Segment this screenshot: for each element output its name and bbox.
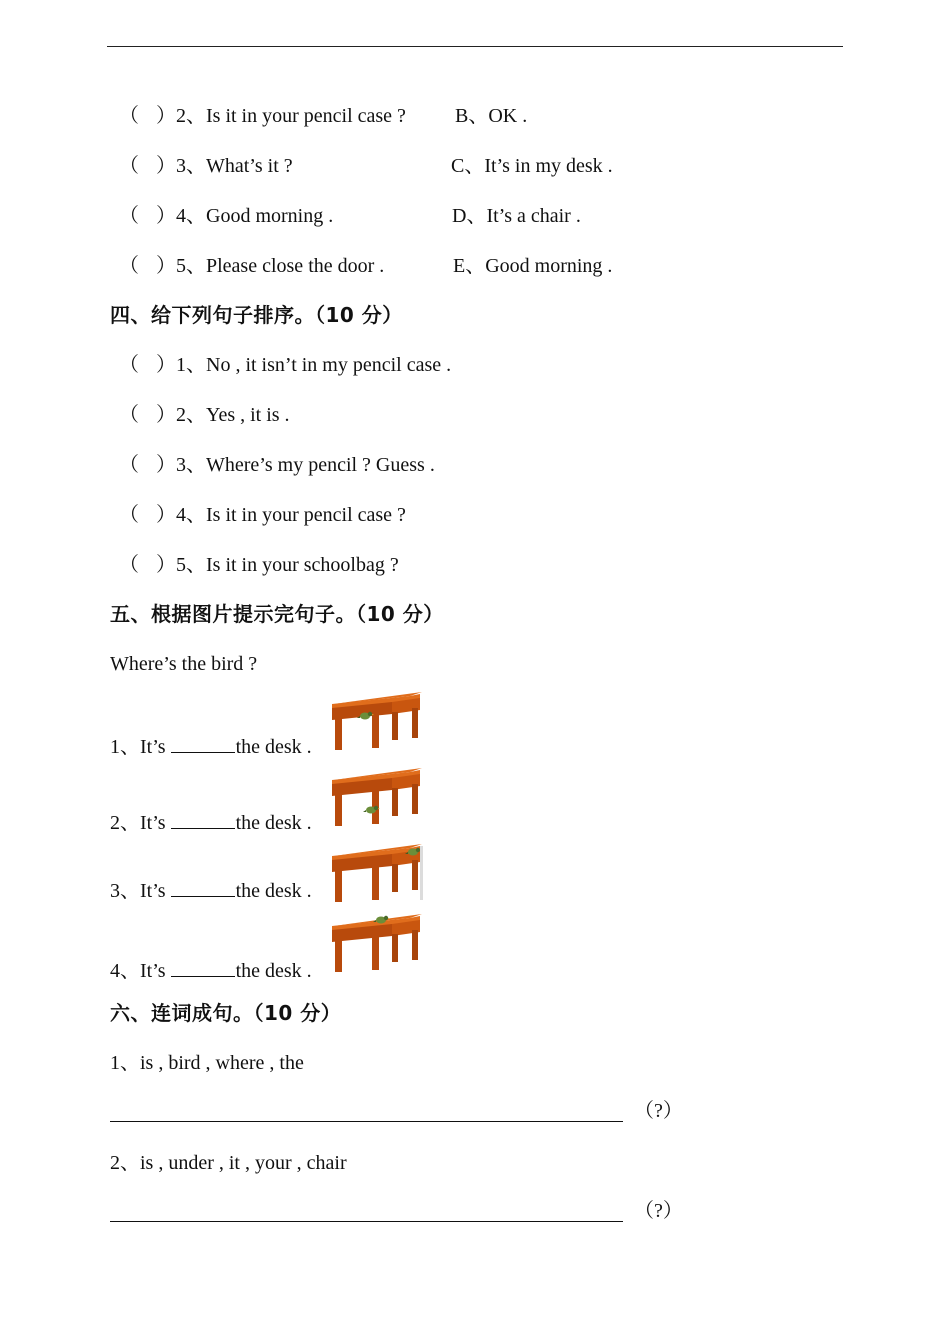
header-rule <box>107 46 843 47</box>
desk-leg <box>412 860 418 890</box>
answer-paren-close: ） <box>156 155 176 177</box>
sentence-suffix: the desk . <box>235 736 312 758</box>
side-post <box>420 846 423 900</box>
fill-sentence: 3、It’s the desk . <box>110 880 312 902</box>
answer-paren-open: （ <box>119 205 139 227</box>
answer-paren-open: （ <box>119 255 139 277</box>
fill-blank[interactable] <box>171 734 235 753</box>
section-5-question: Where’s the bird ? <box>110 653 258 675</box>
item-number: 1 <box>110 736 120 758</box>
item-number: 2 <box>110 812 120 834</box>
word-order-prompt: 1、is , bird , where , the <box>110 1052 304 1074</box>
matching-question: 5、Please close the door . <box>176 255 385 277</box>
answer-paren-open: （ <box>119 554 139 576</box>
sentence-number: 3 <box>176 454 186 476</box>
ordering-sentence: 2、Yes , it is . <box>176 404 290 426</box>
answer-paren-close: ） <box>156 454 176 476</box>
answer-line[interactable] <box>110 1221 623 1222</box>
answer-paren-close: ） <box>156 554 176 576</box>
fill-blank[interactable] <box>171 878 235 897</box>
answer-paren-open: （ <box>119 454 139 476</box>
matching-option: D、It’s a chair . <box>452 205 581 227</box>
desk-leg <box>372 714 379 748</box>
sentence-prefix: It’s <box>140 960 166 982</box>
answer-paren-close: ） <box>156 354 176 376</box>
sentence-prefix: It’s <box>140 736 166 758</box>
sentence-number: 1 <box>176 354 186 376</box>
section-6-heading: 六、连词成句。（10 分） <box>110 1001 342 1025</box>
item-number: 3 <box>110 880 120 902</box>
ordering-sentence: 1、No , it isn’t in my pencil case . <box>176 354 452 376</box>
sentence-prefix: It’s <box>140 880 166 902</box>
desk-picture <box>330 842 426 913</box>
answer-blank[interactable] <box>140 204 154 228</box>
desk-icon <box>330 690 426 756</box>
answer-blank[interactable] <box>140 403 154 427</box>
answer-blank[interactable] <box>140 453 154 477</box>
desk-leg <box>372 866 379 900</box>
answer-paren-close: ） <box>156 404 176 426</box>
desk-icon <box>330 912 426 978</box>
desk-icon <box>330 766 426 832</box>
answer-paren-close: ） <box>156 105 176 127</box>
section-4-heading: 四、给下列句子排序。（10 分） <box>110 303 403 327</box>
desk-leg <box>392 934 398 962</box>
answer-blank[interactable] <box>140 553 154 577</box>
ordering-sentence: 4、Is it in your pencil case ? <box>176 504 406 526</box>
sentence-number: 5 <box>176 554 186 576</box>
question-text: Please close the door . <box>206 255 385 277</box>
word-order-prompt: 2、is , under , it , your , chair <box>110 1152 347 1174</box>
desk-leg <box>412 930 418 960</box>
desk-leg <box>335 794 342 826</box>
answer-paren-open: （ <box>119 404 139 426</box>
answer-paren-open: （ <box>119 105 139 127</box>
sentence-suffix: the desk . <box>235 880 312 902</box>
answer-blank[interactable] <box>140 254 154 278</box>
sentence-number: 4 <box>176 504 186 526</box>
answer-blank[interactable] <box>140 104 154 128</box>
answer-blank[interactable] <box>140 154 154 178</box>
desk-leg <box>392 788 398 816</box>
fill-sentence: 1、It’s the desk . <box>110 736 312 758</box>
ordering-sentence: 5、Is it in your schoolbag ? <box>176 554 399 576</box>
desk-leg <box>335 718 342 750</box>
sentence-text: Yes , it is . <box>206 404 290 426</box>
end-mark: （?） <box>634 1100 683 1122</box>
desk-leg <box>335 870 342 902</box>
sentence-suffix: the desk . <box>235 960 312 982</box>
question-number: 4 <box>176 205 186 227</box>
sentence-text: No , it isn’t in my pencil case . <box>206 354 452 376</box>
answer-paren-open: （ <box>119 155 139 177</box>
item-number: 1 <box>110 1052 120 1074</box>
item-number: 2 <box>110 1152 120 1174</box>
question-number: 5 <box>176 255 186 277</box>
sentence-prefix: It’s <box>140 812 166 834</box>
matching-option: E、Good morning . <box>453 255 613 277</box>
desk-picture <box>330 912 426 983</box>
section-5-heading: 五、根据图片提示完句子。（10 分） <box>110 602 444 626</box>
question-text: What’s it ? <box>206 155 293 177</box>
sentence-suffix: the desk . <box>235 812 312 834</box>
end-mark: （?） <box>634 1200 683 1222</box>
desk-leg <box>372 936 379 970</box>
matching-question: 4、Good morning . <box>176 205 334 227</box>
answer-blank[interactable] <box>140 503 154 527</box>
answer-paren-close: ） <box>156 255 176 277</box>
fill-sentence: 4、It’s the desk . <box>110 960 312 982</box>
sentence-number: 2 <box>176 404 186 426</box>
answer-paren-close: ） <box>156 205 176 227</box>
scrambled-words: is , bird , where , the <box>140 1052 304 1074</box>
fill-blank[interactable] <box>171 958 235 977</box>
answer-paren-open: （ <box>119 354 139 376</box>
answer-paren-close: ） <box>156 504 176 526</box>
question-text: Is it in your pencil case ? <box>206 105 406 127</box>
desk-leg <box>412 708 418 738</box>
question-number: 3 <box>176 155 186 177</box>
desk-leg <box>392 712 398 740</box>
sentence-text: Is it in your pencil case ? <box>206 504 406 526</box>
fill-blank[interactable] <box>171 810 235 829</box>
matching-question: 2、Is it in your pencil case ? <box>176 105 406 127</box>
question-text: Good morning . <box>206 205 334 227</box>
item-number: 4 <box>110 960 120 982</box>
answer-blank[interactable] <box>140 353 154 377</box>
desk-picture <box>330 766 426 837</box>
question-number: 2 <box>176 105 186 127</box>
answer-line[interactable] <box>110 1121 623 1122</box>
sentence-text: Where’s my pencil ? Guess . <box>206 454 435 476</box>
desk-icon <box>330 842 426 908</box>
matching-option: B、OK . <box>455 105 528 127</box>
desk-leg <box>412 784 418 814</box>
desk-leg <box>392 864 398 892</box>
desk-leg <box>335 940 342 972</box>
answer-paren-open: （ <box>119 504 139 526</box>
scrambled-words: is , under , it , your , chair <box>140 1152 347 1174</box>
ordering-sentence: 3、Where’s my pencil ? Guess . <box>176 454 435 476</box>
desk-picture <box>330 690 426 761</box>
matching-option: C、It’s in my desk . <box>451 155 613 177</box>
matching-question: 3、What’s it ? <box>176 155 293 177</box>
fill-sentence: 2、It’s the desk . <box>110 812 312 834</box>
sentence-text: Is it in your schoolbag ? <box>206 554 399 576</box>
